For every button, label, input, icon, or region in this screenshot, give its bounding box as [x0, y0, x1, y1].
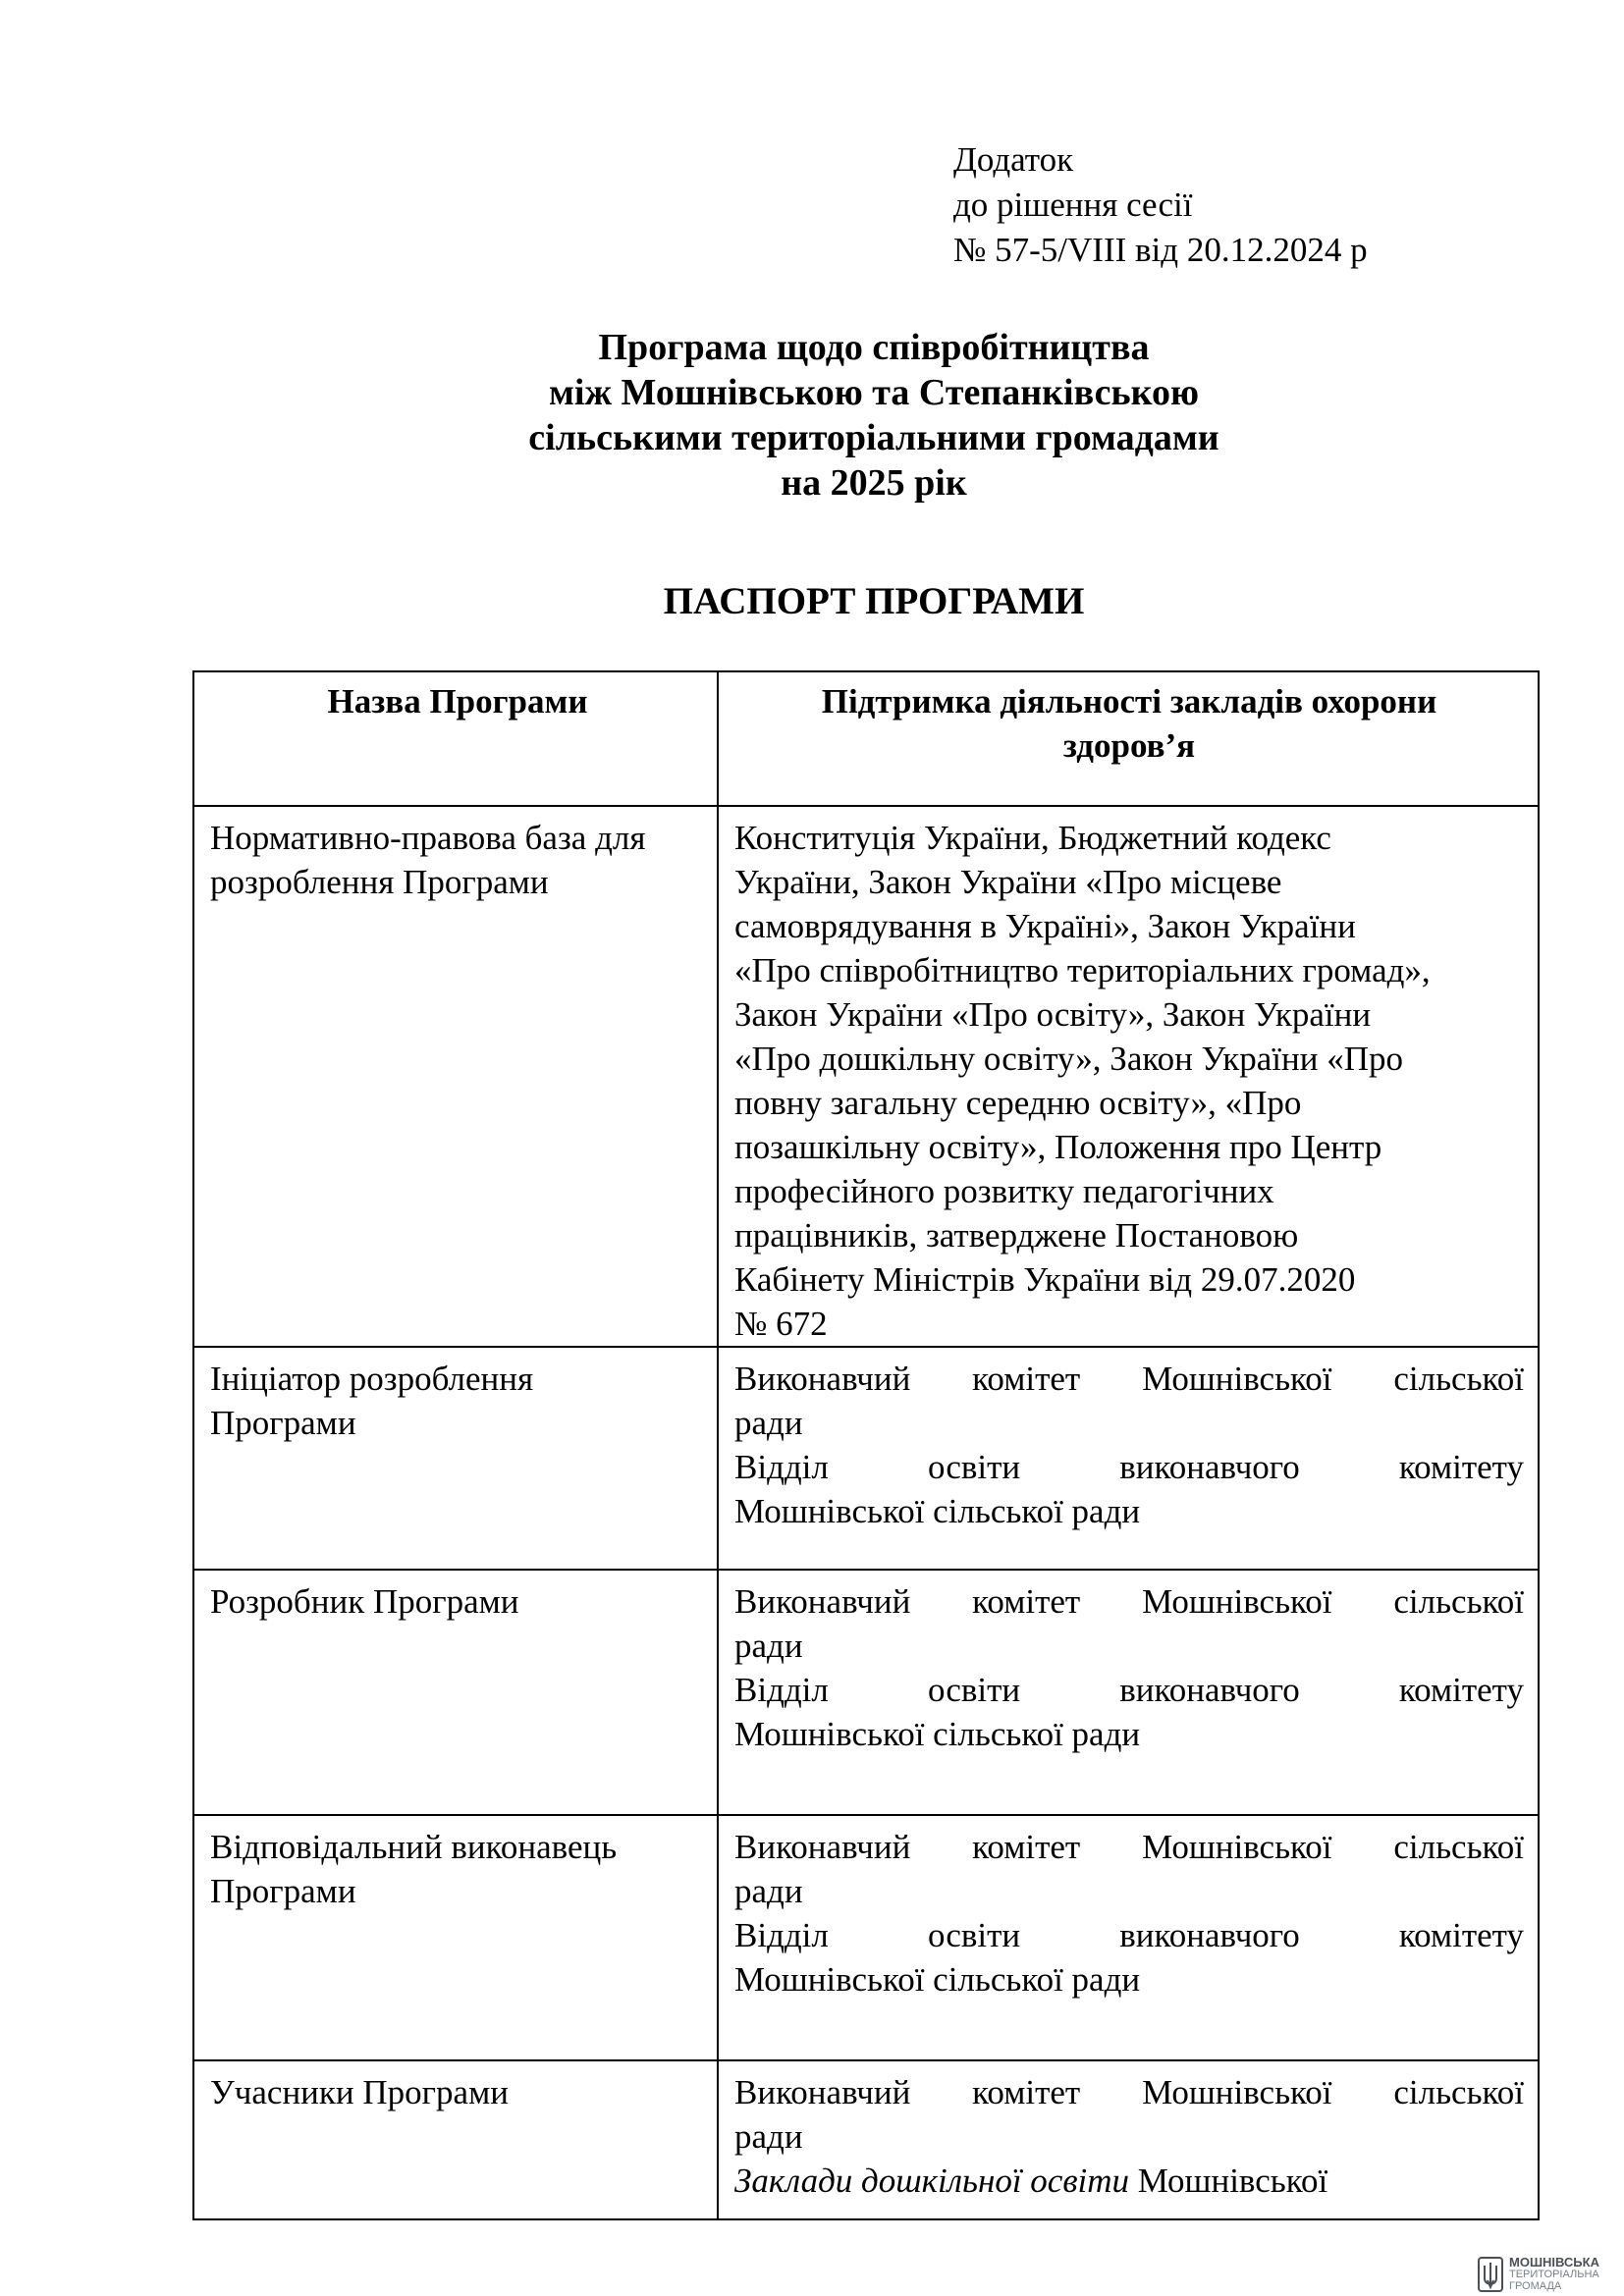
header-cell-value — [718, 671, 1539, 806]
row-value-line: Кабінету Міністрів України від 29.07.2020 — [734, 1260, 1356, 1299]
row-value-cell — [718, 2060, 1539, 2219]
row-value-line: Виконавчий комітет Мошнівської сільської — [734, 1360, 1524, 1398]
row-value-cell — [718, 1570, 1539, 1815]
table-header-row — [193, 671, 1539, 806]
row-value-line: ради — [734, 1872, 803, 1910]
row-value-line: позашкільну освіту», Положення про Центр — [734, 1128, 1382, 1166]
italic-phrase: Заклади дошкільної освіти — [734, 2162, 1130, 2200]
title-line: Програма щодо співробітництва — [598, 327, 1150, 368]
row-value-line: працівників, затверджене Постановою — [734, 1216, 1299, 1255]
passport-table — [192, 670, 1540, 2220]
row-value-line: Відділ освіти виконавчого комітету — [734, 1448, 1524, 1486]
row-value-line: № 672 — [734, 1305, 828, 1343]
appendix-line: до рішення сесії — [953, 186, 1193, 224]
appendix-line: № 57-5/VIII від 20.12.2024 р — [953, 231, 1368, 269]
row-label-line: розроблення Програми — [210, 863, 549, 901]
row-value-line: професійного розвитку педагогічних — [734, 1172, 1274, 1210]
row-label-line: Програми — [210, 1404, 356, 1442]
row-value-line: Відділ освіти виконавчого комітету — [734, 1916, 1524, 1954]
row-value-line: Закон України «Про освіту», Закон України — [734, 995, 1372, 1034]
row-label-cell — [193, 2060, 718, 2219]
row-value-line: Виконавчий комітет Мошнівської сільської — [734, 2073, 1524, 2111]
row-value-line: ради — [734, 2117, 803, 2156]
row-value-line: повну загальну середню освіту», «Про — [734, 1084, 1302, 1122]
title-line: сільськими територіальними громадами — [528, 417, 1219, 458]
row-value-line: Виконавчий комітет Мошнівської сільської — [734, 1828, 1524, 1866]
row-value-line: Мошнівської сільської ради — [734, 1715, 1141, 1753]
header-value-line: Підтримка діяльності закладів охорони — [821, 682, 1437, 721]
table-row — [193, 1815, 1539, 2060]
appendix-line: Додаток — [953, 140, 1074, 179]
row-value-cell — [718, 1347, 1539, 1570]
row-value-line: Мошнівської сільської ради — [734, 1492, 1141, 1530]
header-cell-name — [193, 671, 718, 806]
row-label-line: Нормативно-правова база для — [210, 819, 646, 857]
row-value-line: ради — [734, 1627, 803, 1665]
logo-line: МОШНІВСЬКА — [1509, 2255, 1599, 2269]
row-label-cell — [193, 806, 718, 1347]
row-label-cell — [193, 1347, 718, 1570]
title-line: на 2025 рік — [781, 462, 967, 504]
row-value-line: Виконавчий комітет Мошнівської сільської — [734, 1582, 1524, 1621]
row-value-line: «Про дошкільну освіту», Закон України «Про — [734, 1040, 1404, 1078]
row-value-cell — [718, 1815, 1539, 2060]
passport-heading: ПАСПОРТ ПРОГРАМИ — [663, 580, 1085, 622]
row-label-line: Відповідальний виконавець — [210, 1828, 618, 1866]
row-label-line: Ініціатор розроблення — [210, 1360, 534, 1398]
program-title — [295, 325, 1453, 506]
table-row — [193, 1347, 1539, 1570]
row-value-line: самоврядування в Україні», Закон України — [734, 907, 1356, 945]
logo-text — [1509, 2257, 1599, 2292]
row-label-cell — [193, 1570, 718, 1815]
table-row — [193, 2060, 1539, 2219]
table-row — [193, 1570, 1539, 1815]
logo-line: ГРОМАДА — [1509, 2280, 1562, 2292]
row-value-line: Конституція України, Бюджетний кодекс — [734, 819, 1331, 857]
header-value-line: здоров’я — [1062, 726, 1196, 765]
row-value-line: Мошнівської сільської ради — [734, 1960, 1141, 1999]
appendix-note — [953, 137, 1368, 273]
row-value-line — [734, 2159, 1524, 2203]
row-value-text: Мошнівської — [1129, 2162, 1328, 2200]
row-label-cell — [193, 1815, 718, 2060]
community-logo — [1478, 2257, 1599, 2292]
row-value-line: Відділ освіти виконавчого комітету — [734, 1671, 1524, 1709]
row-label-line: Розробник Програми — [210, 1582, 519, 1621]
logo-line: ТЕРИТОРІАЛЬНА — [1509, 2269, 1599, 2280]
row-label-line: Учасники Програми — [210, 2073, 509, 2111]
row-value-cell — [718, 806, 1539, 1347]
row-value-line: ради — [734, 1404, 803, 1442]
row-value-line: «Про співробітництво територіальних громад», — [734, 951, 1431, 989]
row-value-line: України, Закон України «Про місцеве — [734, 863, 1282, 901]
trident-icon — [1478, 2257, 1503, 2292]
row-label-line: Програми — [210, 1872, 356, 1910]
header-label: Назва Програми — [327, 682, 588, 721]
table-row — [193, 806, 1539, 1347]
title-line: між Мошнівською та Степанківською — [549, 372, 1199, 413]
